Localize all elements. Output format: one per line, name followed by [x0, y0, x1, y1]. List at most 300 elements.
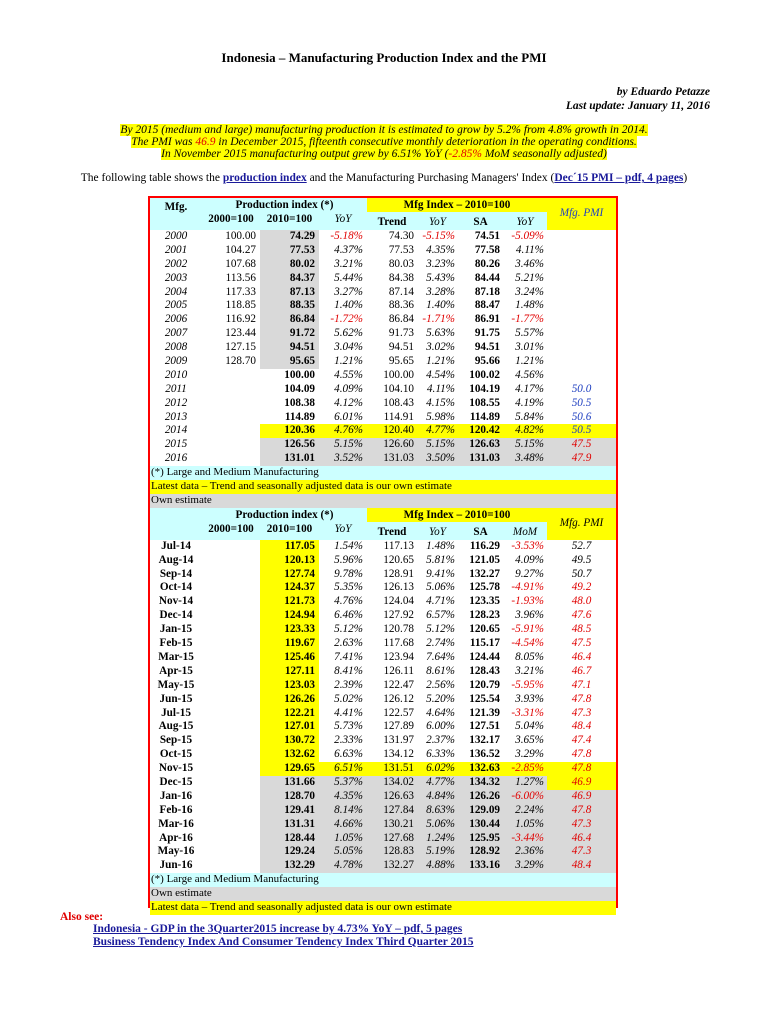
table-cell: 1.40%	[426, 299, 455, 312]
table-cell: 2.56%	[426, 678, 455, 691]
table-row	[150, 720, 616, 734]
table-cell: -3.31%	[511, 706, 544, 719]
table-cell: 128.70	[225, 355, 256, 368]
table-cell: 120.65	[469, 623, 500, 636]
table-cell	[547, 341, 616, 355]
table-cell: 126.26	[260, 693, 319, 707]
col-2010-header: 2010=100	[266, 213, 313, 225]
table-cell	[547, 272, 616, 286]
table-cell: -4.91%	[511, 581, 544, 594]
table-cell: 47.8	[571, 692, 592, 705]
mom-value: -2.85%	[448, 148, 482, 160]
table-cell: 5.05%	[319, 845, 367, 859]
table-cell: Mar-15	[158, 650, 194, 663]
table-cell: 5.81%	[426, 553, 455, 566]
table-cell: 125.78	[469, 581, 500, 594]
table-cell: -5.18%	[330, 230, 363, 242]
table-cell: 127.89	[383, 720, 414, 733]
table-cell: 132.17	[469, 734, 500, 747]
table-cell: 130.72	[260, 734, 319, 748]
table-cell: 3.21%	[515, 664, 544, 677]
table-cell: 6.33%	[426, 748, 455, 761]
table-cell: 47.5	[547, 438, 616, 452]
table-row	[150, 313, 616, 327]
table-cell: 87.14	[388, 285, 414, 298]
table-cell: 128.92	[458, 845, 503, 859]
table-cell: 126.13	[383, 581, 414, 594]
table-row	[150, 230, 616, 244]
table-cell: 3.21%	[334, 257, 363, 270]
gdp-link[interactable]: Indonesia - GDP in the 3Quarter2015 increase by 4.73% YoY – pdf, 5 pages	[93, 923, 463, 935]
table-cell: 126.63	[458, 438, 503, 452]
table-cell: 50.7	[571, 567, 592, 580]
table-cell: 4.76%	[334, 595, 363, 608]
table-cell: 122.21	[260, 707, 319, 721]
table-cell: 5.04%	[515, 720, 544, 733]
table-cell: May-15	[157, 678, 195, 691]
table-cell: 6.63%	[334, 748, 363, 761]
table-cell: 88.36	[388, 299, 414, 312]
table-cell: 4.11%	[515, 243, 544, 256]
table-cell: 74.30	[388, 230, 414, 242]
table-cell: 49.2	[571, 581, 592, 594]
table-cell: 7.64%	[426, 650, 455, 663]
table-cell: 128.83	[367, 845, 417, 859]
table-cell: 127.74	[260, 568, 319, 582]
table-cell: 5.19%	[417, 845, 458, 859]
table-cell: 126.63	[367, 790, 417, 804]
table-cell: 8.63%	[417, 804, 458, 818]
table-row	[150, 693, 616, 707]
table-cell: 128.91	[383, 567, 414, 580]
table-cell: 104.27	[225, 243, 256, 256]
table-cell: 94.51	[474, 341, 500, 354]
table-cell: 104.10	[383, 382, 414, 395]
table-cell: 124.94	[260, 609, 319, 623]
mfg-index-header: Mfg Index – 2010=100	[367, 198, 547, 212]
table-cell: 4.66%	[319, 818, 367, 832]
table-cell: 6.51%	[319, 762, 367, 776]
table-cell: 121.05	[469, 553, 500, 566]
table-cell: 1.05%	[319, 832, 367, 846]
table-cell: -1.77%	[511, 313, 544, 326]
table-cell: 127.84	[367, 804, 417, 818]
table-cell: 47.3	[571, 706, 592, 719]
table-cell: 6.00%	[426, 720, 455, 733]
table-cell: 84.37	[260, 272, 319, 286]
table-cell: 113.56	[225, 271, 256, 284]
col-2000-header-2: 2000=100	[208, 522, 254, 535]
table-cell: 5.98%	[426, 410, 455, 423]
table-cell: 91.72	[260, 327, 319, 341]
table-cell: 2005	[164, 299, 188, 312]
table-cell: 2008	[164, 341, 188, 354]
table-cell: 47.1	[571, 678, 592, 691]
table-cell: 3.46%	[515, 257, 544, 270]
table-cell: 1.54%	[334, 539, 363, 552]
table-cell: 9.41%	[426, 567, 455, 580]
table-cell: 8.14%	[319, 804, 367, 818]
table-cell: 95.65	[388, 355, 414, 368]
table-cell: 130.44	[458, 818, 503, 832]
table-cell: 108.43	[383, 396, 414, 409]
table-cell: 107.68	[225, 257, 256, 270]
table-cell: -4.54%	[511, 637, 544, 650]
table-cell: 2.24%	[503, 804, 547, 818]
table-cell: 5.12%	[334, 623, 363, 636]
table-cell: -1.72%	[330, 313, 363, 326]
table-cell: 4.76%	[319, 424, 367, 438]
table-cell: 124.44	[469, 650, 500, 663]
table-cell: Dec-14	[159, 609, 193, 622]
table-cell	[547, 244, 616, 258]
table-cell: 2.39%	[334, 678, 363, 691]
table-cell: 124.37	[260, 581, 319, 595]
table2-header	[150, 508, 616, 540]
table-cell	[547, 230, 616, 244]
table-cell: 108.55	[469, 396, 500, 409]
table-cell: 8.61%	[426, 664, 455, 677]
table-cell: 4.77%	[417, 776, 458, 790]
table-cell: 4.19%	[515, 396, 544, 409]
pmi-pdf-link[interactable]: Dec´15 PMI – pdf, 4 pages	[554, 172, 684, 184]
table-cell: 117.33	[225, 285, 256, 298]
table-row	[150, 299, 616, 313]
table-cell: 74.51	[474, 230, 500, 242]
table-cell: 126.12	[383, 692, 414, 705]
table-row	[150, 272, 616, 286]
table-cell: 100.00	[383, 368, 414, 381]
table-cell: 47.5	[571, 637, 592, 650]
table-cell: 2015	[164, 438, 188, 451]
table-cell: 130.21	[367, 818, 417, 832]
table-cell: 74.29	[260, 230, 319, 244]
table-cell: 2.36%	[503, 845, 547, 859]
table-cell: 5.84%	[515, 410, 544, 423]
table-cell: 100.00	[284, 368, 315, 381]
table-cell: 127.51	[469, 720, 500, 733]
table-cell: 50.0	[571, 382, 592, 395]
table-cell: Mar-16	[158, 817, 194, 830]
table-cell: 4.35%	[426, 243, 455, 256]
table-cell	[547, 258, 616, 272]
table-cell: -6.00%	[503, 790, 547, 804]
table-cell: 121.39	[469, 706, 500, 719]
table-cell: 3.52%	[319, 452, 367, 466]
table-cell: 46.9	[547, 776, 616, 790]
table2-note-1: (*) Large and Medium Manufacturing	[150, 873, 616, 887]
prod-index-header-2: Production index (*)	[235, 508, 334, 521]
mfg-index-header-2: Mfg Index – 2010=100	[367, 508, 547, 522]
table-cell: 4.41%	[334, 706, 363, 719]
table-cell: 80.26	[474, 257, 500, 270]
table-cell: 2009	[164, 355, 188, 368]
table-cell: -5.09%	[511, 230, 544, 242]
table-cell: 50.5	[547, 424, 616, 438]
table-row	[150, 327, 616, 341]
table-cell: 108.38	[284, 396, 315, 409]
mfg-header: Mfg.	[150, 198, 202, 230]
table-cell: 4.78%	[319, 859, 367, 873]
table-cell: Apr-16	[159, 831, 193, 844]
table-cell: 86.84	[260, 313, 319, 327]
table-cell: 5.96%	[334, 553, 363, 566]
table-row	[150, 637, 616, 651]
table-cell: Jun-16	[159, 859, 193, 872]
table-cell: 3.27%	[334, 285, 363, 298]
table-cell: 124.04	[383, 595, 414, 608]
table-cell: 120.65	[383, 553, 414, 566]
table-cell: 120.42	[458, 424, 503, 438]
table-cell: 50.6	[571, 410, 592, 423]
table-row	[150, 665, 616, 679]
table-cell: 129.24	[260, 845, 319, 859]
col-2000-header: 2000=100	[208, 213, 254, 225]
table-cell: 47.6	[571, 609, 592, 622]
table-cell: 3.48%	[503, 452, 547, 466]
table-cell: 9.78%	[334, 567, 363, 580]
table-cell: 3.50%	[417, 452, 458, 466]
table-cell: 1.21%	[426, 355, 455, 368]
table-cell: 132.63	[458, 762, 503, 776]
table-cell	[547, 355, 616, 369]
table-cell: 120.79	[469, 678, 500, 691]
table-cell: 2013	[164, 410, 188, 423]
table-cell: 129.41	[260, 804, 319, 818]
col-trend-header-2: Trend	[367, 522, 417, 540]
summary-line-1: By 2015 (medium and large) manufacturing production it is estimated to grow by 5.2% from 4.8% growth in 2014.	[120, 124, 648, 136]
pmi-header: Mfg. PMI	[547, 198, 616, 230]
table-cell	[547, 286, 616, 300]
table-row	[150, 707, 616, 721]
table-cell: 8.41%	[334, 664, 363, 677]
table-cell: 136.52	[469, 748, 500, 761]
table-cell: 5.21%	[515, 271, 544, 284]
table-row	[150, 411, 616, 425]
prod-index-header: Production index (*)	[235, 199, 334, 211]
table-cell: 2004	[164, 285, 188, 298]
table-cell: 77.53	[260, 244, 319, 258]
table-cell: Apr-15	[159, 664, 193, 677]
table-cell: 9.27%	[515, 567, 544, 580]
author-name: by Eduardo Petazze	[616, 86, 710, 98]
table-cell: 133.16	[458, 859, 503, 873]
table-cell: Sep-14	[159, 567, 193, 580]
table-row	[150, 369, 616, 383]
table-cell: 3.24%	[515, 285, 544, 298]
byline	[566, 85, 710, 113]
table-cell: 132.27	[469, 567, 500, 580]
table-cell	[202, 411, 260, 425]
production-index-link[interactable]: production index	[222, 172, 307, 184]
table-cell: Oct-14	[159, 581, 193, 594]
table-cell: 95.66	[474, 355, 500, 368]
table-row	[150, 286, 616, 300]
table-cell: 128.23	[469, 609, 500, 622]
table-row	[150, 845, 616, 859]
col-trend-header: Trend	[367, 212, 417, 230]
table-cell: 114.91	[383, 410, 414, 423]
table-cell: Jan-15	[159, 623, 193, 636]
col-trend-yoy-header: YoY	[428, 216, 446, 228]
table-cell: 1.21%	[515, 355, 544, 368]
table2-note-3: Latest data – Trend and seasonally adjusted data is our own estimate	[150, 901, 616, 915]
table-cell: 5.35%	[334, 581, 363, 594]
table-cell: 87.18	[474, 285, 500, 298]
table-cell: 46.4	[547, 832, 616, 846]
table-cell: 5.06%	[417, 818, 458, 832]
table-cell: 48.4	[571, 720, 592, 733]
tendency-index-link[interactable]: Business Tendency Index And Consumer Tendency Index Third Quarter 2015	[93, 936, 474, 948]
table-cell: 2.37%	[426, 734, 455, 747]
table-cell: 4.09%	[515, 553, 544, 566]
table-cell	[202, 383, 260, 397]
table-cell: 131.03	[367, 452, 417, 466]
table-cell: 4.88%	[417, 859, 458, 873]
pmi-header-2: Mfg. PMI	[547, 508, 616, 540]
table-cell: 87.13	[260, 286, 319, 300]
table-cell: 120.13	[260, 554, 319, 568]
table-cell: 4.77%	[417, 424, 458, 438]
table-cell: 5.62%	[334, 327, 363, 340]
table-row	[150, 804, 616, 818]
table-cell: 84.44	[474, 271, 500, 284]
table-cell: 127.11	[260, 665, 319, 679]
table-cell: 121.73	[260, 595, 319, 609]
summary	[0, 124, 768, 160]
table-cell: 3.96%	[515, 609, 544, 622]
table-cell: 2012	[164, 396, 188, 409]
table-cell: 122.47	[383, 678, 414, 691]
table-row	[150, 859, 616, 873]
table-cell: 127.92	[383, 609, 414, 622]
col-trend-yoy-header-2: YoY	[428, 525, 446, 538]
table-cell: 4.84%	[417, 790, 458, 804]
table-row	[150, 679, 616, 693]
table-cell: 125.54	[469, 692, 500, 705]
table-cell: 134.12	[383, 748, 414, 761]
table-cell: 3.02%	[426, 341, 455, 354]
table-cell: 5.20%	[426, 692, 455, 705]
table-cell: 47.3	[547, 818, 616, 832]
table-cell: 2006	[164, 313, 188, 326]
table-cell: 3.93%	[515, 692, 544, 705]
table-cell: 134.32	[458, 776, 503, 790]
table-cell	[202, 424, 260, 438]
table-cell: 1.48%	[426, 539, 455, 552]
table-cell: 49.5	[571, 553, 592, 566]
table-cell: 126.11	[383, 664, 414, 677]
table-cell: 123.35	[469, 595, 500, 608]
table-cell: 134.02	[367, 776, 417, 790]
table-row	[150, 790, 616, 804]
table-cell: 5.63%	[426, 327, 455, 340]
table-cell: 129.65	[260, 762, 319, 776]
table-cell: 47.8	[547, 762, 616, 776]
table-cell: 5.43%	[426, 271, 455, 284]
table-row	[150, 452, 616, 466]
table-cell: 4.71%	[426, 595, 455, 608]
table-cell: 116.29	[469, 539, 500, 552]
table-cell: -2.85%	[503, 762, 547, 776]
table-cell: Jun-15	[159, 692, 193, 705]
table2-note-2: Own estimate	[150, 887, 616, 901]
table-row	[150, 438, 616, 452]
table-cell: 126.60	[367, 438, 417, 452]
table-cell: 4.17%	[515, 382, 544, 395]
table-cell: Jan-16	[159, 789, 193, 802]
table-cell: -5.15%	[422, 230, 455, 242]
table-cell: 95.65	[260, 355, 319, 369]
table-cell: 131.66	[260, 776, 319, 790]
also-see-links	[93, 923, 474, 949]
table-cell: 77.58	[474, 243, 500, 256]
table-cell: 4.55%	[334, 368, 363, 381]
table-cell: 117.68	[383, 637, 414, 650]
table-cell: 46.7	[571, 664, 592, 677]
col-2010-header-2: 2010=100	[266, 522, 313, 535]
table-cell: -1.93%	[511, 595, 544, 608]
table-row	[150, 244, 616, 258]
table-cell: 131.01	[260, 452, 319, 466]
table-row	[150, 651, 616, 665]
table-cell: 127.01	[260, 720, 319, 734]
table-cell: Dec-15	[159, 775, 193, 788]
table-cell: 2.63%	[334, 637, 363, 650]
table-cell: 7.41%	[334, 650, 363, 663]
table-cell: 46.4	[571, 650, 592, 663]
table-cell: 2000	[164, 230, 188, 242]
summary-line-2: The PMI was 46.9 in December 2015, fifteenth consecutive monthly deterioration in the operating conditions.	[131, 136, 637, 148]
table-cell: 5.73%	[334, 720, 363, 733]
table-cell: 100.00	[225, 230, 256, 242]
table-row	[150, 540, 616, 554]
table-row	[150, 568, 616, 582]
table-cell: 100.02	[469, 368, 500, 381]
table-cell: 4.54%	[426, 368, 455, 381]
table-cell: 47.8	[571, 748, 592, 761]
table-cell: 2011	[165, 382, 187, 395]
table-cell: 94.51	[260, 341, 319, 355]
table-cell: 4.35%	[319, 790, 367, 804]
table-cell: 48.4	[547, 859, 616, 873]
table-cell: 2016	[164, 452, 188, 465]
table-cell: -3.53%	[511, 539, 544, 552]
table-cell: 6.46%	[334, 609, 363, 622]
table-cell: Feb-16	[159, 803, 193, 816]
table-cell: 117.13	[383, 539, 414, 552]
col-yoy-header-2: YoY	[334, 522, 352, 535]
table-row	[150, 258, 616, 272]
table-cell: 125.95	[458, 832, 503, 846]
table-cell: Nov-14	[158, 595, 194, 608]
table-cell	[202, 397, 260, 411]
table-cell: 3.29%	[503, 859, 547, 873]
table-cell: 132.62	[260, 748, 319, 762]
table-cell: 2003	[164, 271, 188, 284]
table-row	[150, 818, 616, 832]
table-cell: 114.89	[469, 410, 500, 423]
table-cell: Oct-15	[159, 748, 193, 761]
table-cell: 86.91	[474, 313, 500, 326]
table-cell: 128.43	[469, 664, 500, 677]
table-cell: 2002	[164, 257, 188, 270]
table-cell: 123.33	[260, 623, 319, 637]
col-sa-yoy-header: YoY	[516, 216, 534, 228]
table-cell: 2001	[164, 243, 188, 256]
table-cell: 3.28%	[426, 285, 455, 298]
table-row	[150, 341, 616, 355]
